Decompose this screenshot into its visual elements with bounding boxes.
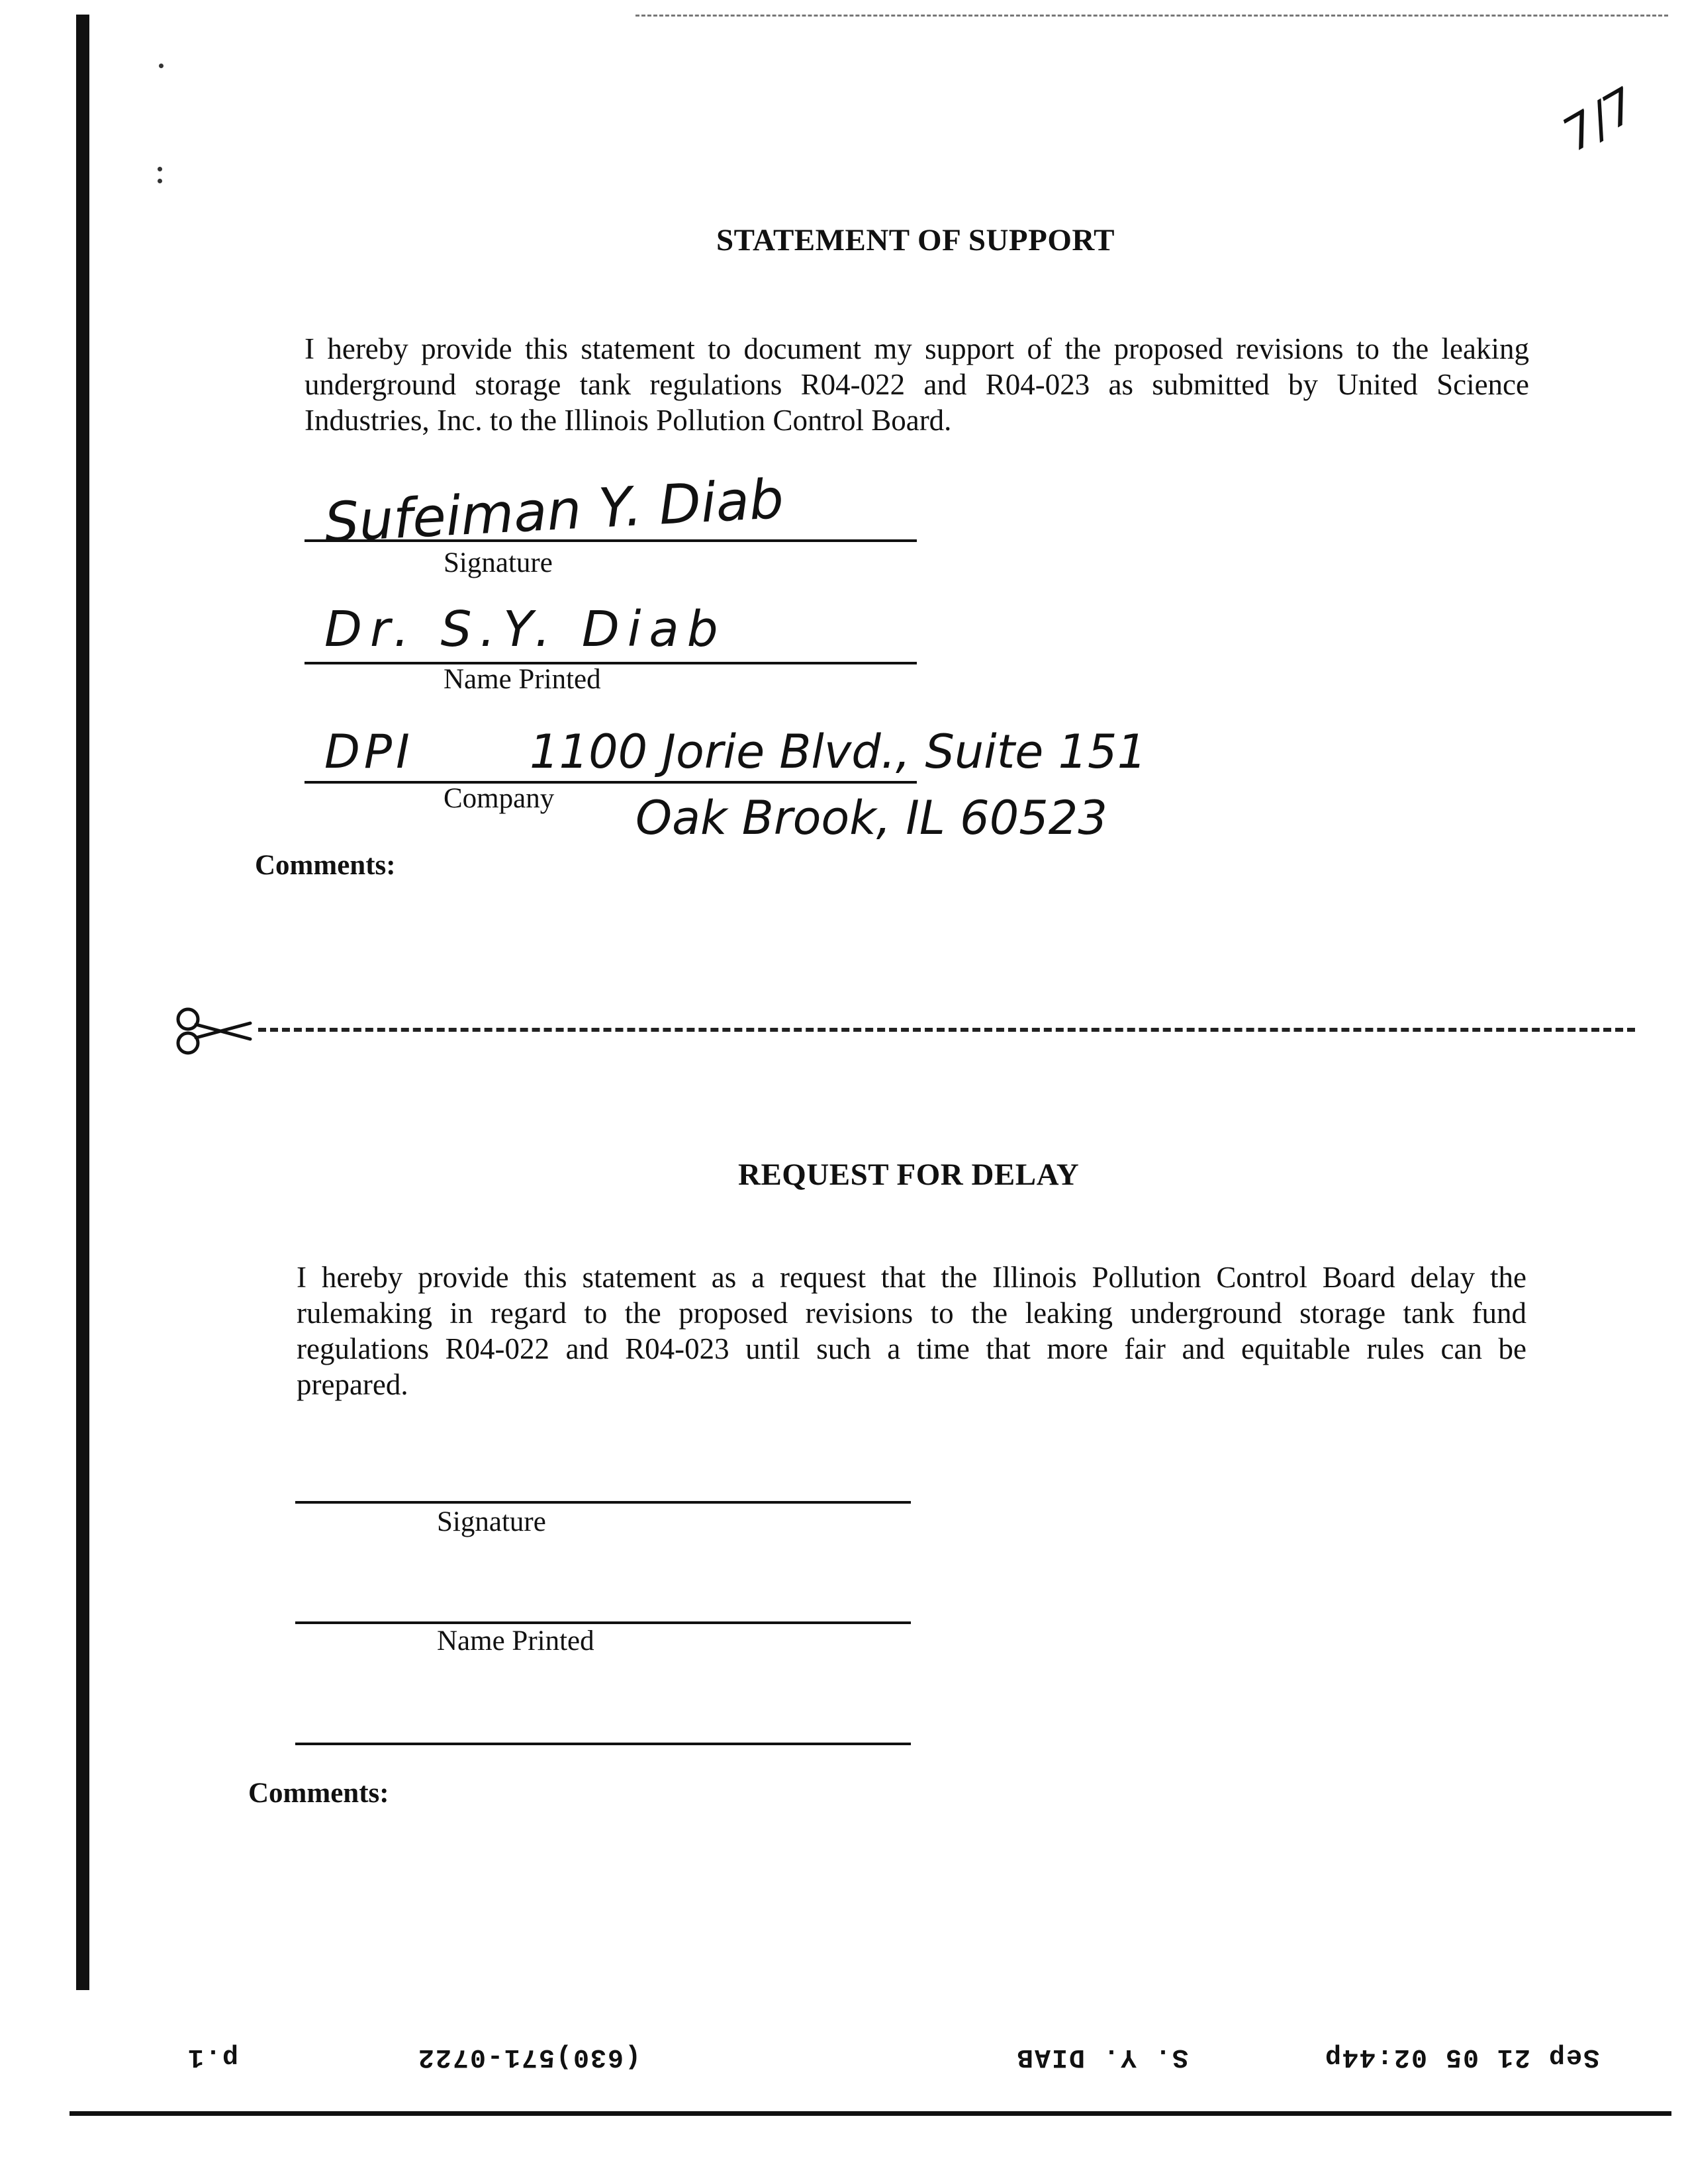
scissors-icon [173, 1006, 253, 1056]
fax-phone: (630)571-0722 [417, 2042, 641, 2071]
delay-statement-line: I hereby provide this statement as a request that the Illinois Pollution Control Board delay the [297, 1261, 1526, 1294]
delay-name-line [295, 1621, 911, 1624]
scan-speck [159, 64, 164, 68]
support-statement-line: I hereby provide this statement to document my support of the proposed revisions to the leaking [305, 332, 1529, 365]
scan-bottom-rule [70, 2111, 1671, 2116]
support-statement-line: underground storage tank regulations R04-022 and R04-023 as submitted by United Science [305, 368, 1529, 401]
delay-comments-label: Comments: [248, 1778, 389, 1809]
support-comments-label: Comments: [255, 850, 396, 881]
handwritten-name: Dr. S.Y. Diab [324, 601, 726, 658]
support-company-line [305, 781, 917, 784]
fax-date-time: Sep 21 05 02:44p [1324, 2042, 1600, 2071]
delay-company-line [295, 1743, 911, 1745]
support-name-line [305, 662, 917, 664]
handwritten-address-line: 1100 Jorie Blvd., Suite 151 [530, 725, 1147, 779]
scan-speck [158, 167, 162, 171]
delay-statement-line: prepared. [297, 1368, 408, 1401]
scan-left-edge-bar [76, 15, 89, 1990]
delay-title: REQUEST FOR DELAY [738, 1158, 1080, 1192]
support-title: STATEMENT OF SUPPORT [716, 223, 1115, 257]
delay-statement-line: regulations R04-022 and R04-023 until such a time that more fair and equitable rules can be [297, 1332, 1526, 1365]
support-statement-line: Industries, Inc. to the Illinois Pollution Control Board. [305, 404, 952, 437]
handwritten-page-mark: 7/7 [1554, 77, 1646, 162]
support-company-label: Company [444, 783, 555, 814]
fax-sender: S. Y. DIAB [1016, 2042, 1189, 2071]
cut-line [258, 1028, 1635, 1032]
scan-top-edge [635, 15, 1668, 17]
delay-statement-line: rulemaking in regard to the proposed revisions to the leaking underground storage tank fund [297, 1297, 1526, 1330]
delay-signature-line [295, 1501, 911, 1504]
support-name-label: Name Printed [444, 664, 601, 695]
delay-statement [297, 1259, 1526, 1402]
delay-name-label: Name Printed [437, 1625, 594, 1657]
scan-speck [158, 179, 162, 183]
handwritten-address-line: Oak Brook, IL 60523 [635, 791, 1107, 845]
support-signature-line [305, 539, 917, 542]
delay-signature-label: Signature [437, 1506, 546, 1537]
support-statement [305, 331, 1529, 438]
handwritten-company: DPI [324, 725, 414, 779]
fax-page-number: p.1 [187, 2042, 239, 2071]
handwritten-signature: Sufeiman Y. Diab [322, 467, 786, 555]
support-signature-label: Signature [444, 547, 553, 578]
